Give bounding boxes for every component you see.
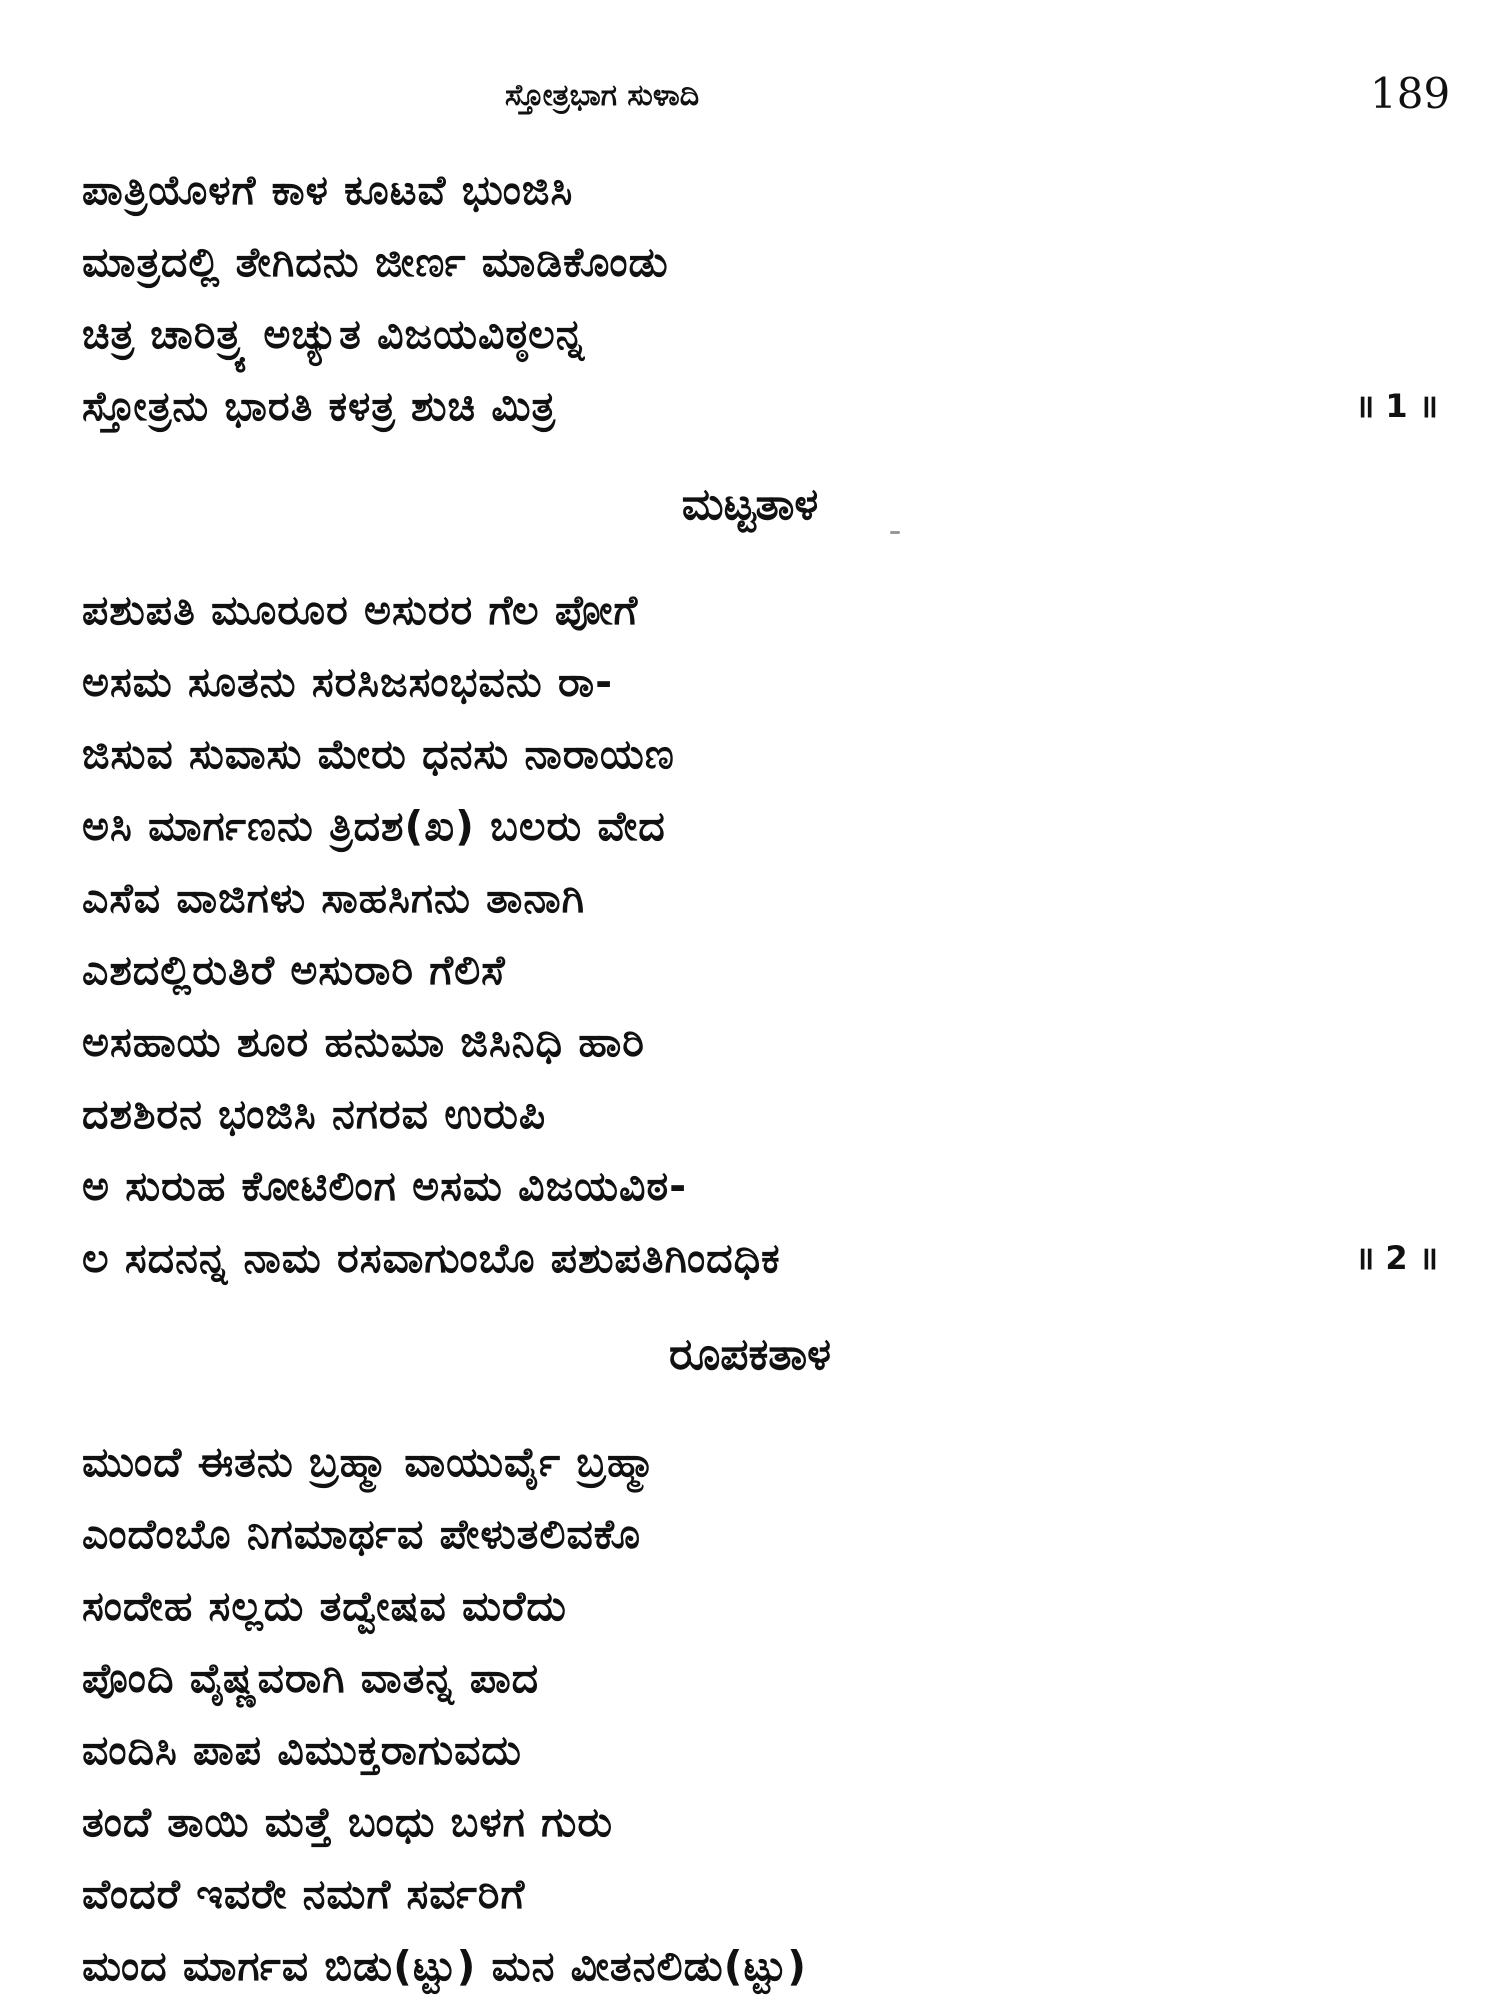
verse-line: ವಂದಿಸಿ ಪಾಪ ವಿಮುಕ್ತರಾಗುವದು <box>82 1726 522 1774</box>
verse-line: ಅ ಸುರುಹ ಕೋಟಿಲಿಂಗ ಅಸಮ ವಿಜಯವಿಠ- <box>82 1162 688 1210</box>
running-title: ಸ್ತೋತ್ರಭಾಗ ಸುಳಾದಿ <box>505 78 700 113</box>
page-header <box>0 70 1500 130</box>
verse-line: ಸ್ತೋತ್ರನು ಭಾರತಿ ಕಳತ್ರ ಶುಚಿ ಮಿತ್ರ <box>82 382 557 430</box>
page-number: 189 <box>1370 69 1451 118</box>
verse-line: ಎಶದಲ್ಲಿರುತಿರೆ ಅಸುರಾರಿ ಗೆಲಿಸೆ <box>82 946 506 994</box>
verse-line: ಪೊಂದಿ ವೈಷ್ಣವರಾಗಿ ವಾತನ್ನ ಪಾದ <box>82 1654 540 1702</box>
verse-line: ಲ ಸದನನ್ನ ನಾಮ ರಸವಾಗುಂಬೊ ಪಶುಪತಿಗಿಂದಧಿಕ <box>82 1234 781 1282</box>
verse-line: ತಂದೆ ತಾಯಿ ಮತ್ತೆ ಬಂಧು ಬಳಗ ಗುರು <box>82 1798 614 1846</box>
verse-number-marker: ॥ 2 ॥ <box>1355 1239 1438 1277</box>
verse-line: ಪಶುಪತಿ ಮೂರೂರ ಅಸುರರ ಗೆಲ ಪೋಗೆ <box>82 586 639 634</box>
verse-number-marker: ॥ 1 ॥ <box>1355 387 1438 425</box>
verse-line: ಚಿತ್ರ ಚಾರಿತ್ರ್ಯ ಅಚ್ಯುತ ವಿಜಯವಿಠ್ಠಲನ್ನ <box>82 310 586 358</box>
section-heading-mattatala: ಮಟ್ಟತಾಳ <box>681 479 819 530</box>
verse-line: ಮುಂದೆ ಈತನು ಬ್ರಹ್ಮಾ ವಾಯುರ್ವೈ ಬ್ರಹ್ಮಾ <box>82 1438 657 1486</box>
section-heading-rupakatala: ರೂಪಕತಾಳ <box>668 1329 832 1380</box>
verse-line: ಸಂದೇಹ ಸಲ್ಲದು ತದ್ವೇಷವ ಮರೆದು <box>82 1582 567 1630</box>
verse-line: ಮಂದ ಮಾರ್ಗವ ಬಿಡು(ಟ್ಟು) ಮನ ವೀತನಲಿಡು(ಟ್ಟು) <box>82 1942 807 1990</box>
verse-line: ಮಾತ್ರದಲ್ಲಿ ತೇಗಿದನು ಜೀರ್ಣ ಮಾಡಿಕೊಂಡು <box>82 238 669 286</box>
print-speck <box>890 531 900 534</box>
verse-line: ಜಿಸುವ ಸುವಾಸು ಮೇರು ಧನಸು ನಾರಾಯಣ <box>82 730 675 778</box>
verse-line: ಅಸಹಾಯ ಶೂರ ಹನುಮಾ ಜಿಸಿನಿಧಿ ಹಾರಿ <box>82 1018 645 1066</box>
verse-line: ದಶಶಿರನ ಭಂಜಿಸಿ ನಗರವ ಉರುಪಿ <box>82 1090 547 1138</box>
verse-line: ಅಸಮ ಸೂತನು ಸರಸಿಜಸಂಭವನು ರಾ- <box>82 658 614 706</box>
verse-line: ವೆಂದರೆ ಇವರೇ ನಮಗೆ ಸರ್ವರಿಗೆ <box>82 1870 526 1918</box>
verse-line: ಎಸೆವ ವಾಜಿಗಳು ಸಾಹಸಿಗನು ತಾನಾಗಿ <box>82 874 586 922</box>
verse-line: ಅಸಿ ಮಾರ್ಗಣನು ತ್ರಿದಶ(ಖ) ಬಲರು ವೇದ <box>82 802 666 850</box>
verse-line: ಎಂದೆಂಬೊ ನಿಗಮಾರ್ಥವ ಪೇಳುತಲಿವಕೊ <box>82 1510 642 1558</box>
verse-line: ಪಾತ್ರಿಯೊಳಗೆ ಕಾಳ ಕೂಟವೆ ಭುಂಜಿಸಿ <box>82 166 574 214</box>
